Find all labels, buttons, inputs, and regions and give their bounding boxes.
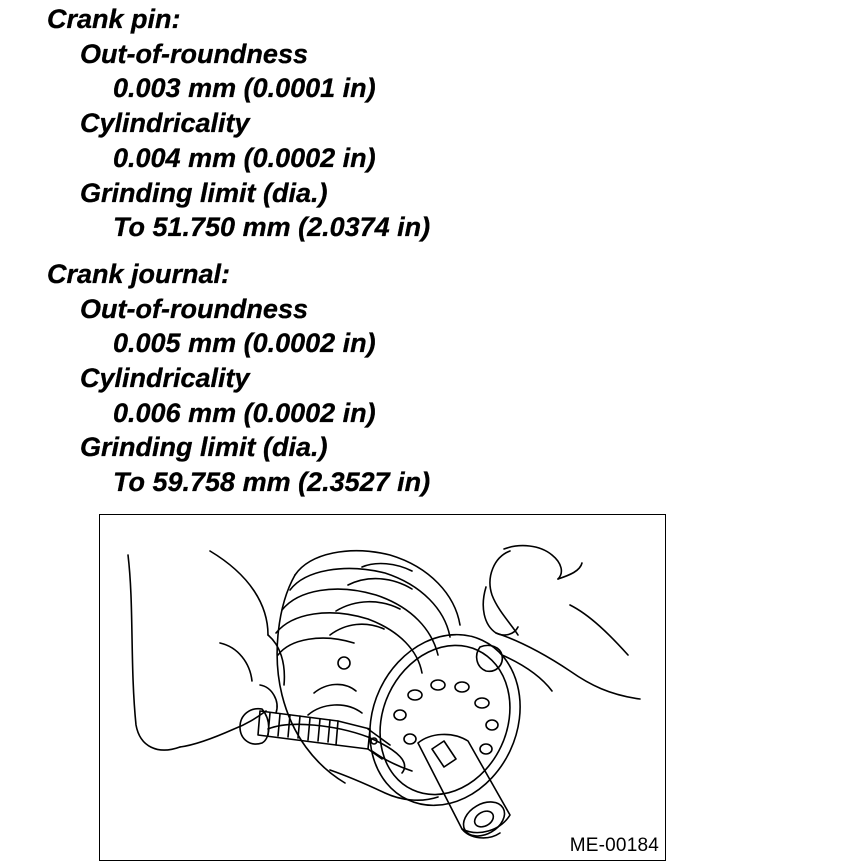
crank-journal-grinding-limit-label: Grinding limit (dia.) xyxy=(80,432,328,463)
left-hand-drawing xyxy=(128,551,284,750)
crank-journal-cylindricality-value: 0.006 mm (0.0002 in) xyxy=(113,397,376,428)
crank-pin-out-of-roundness-label: Out-of-roundness xyxy=(80,38,308,69)
right-hand-drawing xyxy=(477,546,640,699)
crank-pin-cylindricality-value: 0.004 mm (0.0002 in) xyxy=(113,142,376,173)
crank-journal-out-of-roundness-value: 0.005 mm (0.0002 in) xyxy=(113,328,376,359)
crank-pin-group xyxy=(47,2,430,245)
figure-code: ME-00184 xyxy=(569,835,659,856)
micrometer-drawing xyxy=(258,711,412,773)
micrometer-measuring-crankshaft-illustration-icon xyxy=(100,515,664,859)
crankshaft-drawing xyxy=(276,551,460,800)
crank-journal-out-of-roundness-label: Out-of-roundness xyxy=(80,293,308,324)
illustration-figure xyxy=(99,514,666,861)
crank-journal-grinding-limit-value: To 59.758 mm (2.3527 in) xyxy=(113,467,431,498)
crank-journal-cylindricality-label: Cylindricality xyxy=(80,363,250,394)
crank-pin-grinding-limit-value: To 51.750 mm (2.0374 in) xyxy=(113,212,431,243)
crank-pin-heading: Crank pin: xyxy=(47,4,181,34)
specification-text xyxy=(47,2,430,500)
crank-pin-cylindricality-label: Cylindricality xyxy=(80,108,250,139)
journal-shaft-drawing xyxy=(418,734,511,843)
crank-journal-group xyxy=(47,257,430,500)
crank-pin-out-of-roundness-value: 0.003 mm (0.0001 in) xyxy=(113,73,376,104)
crank-journal-heading: Crank journal: xyxy=(47,258,231,289)
crank-pin-grinding-limit-label: Grinding limit (dia.) xyxy=(80,177,328,208)
